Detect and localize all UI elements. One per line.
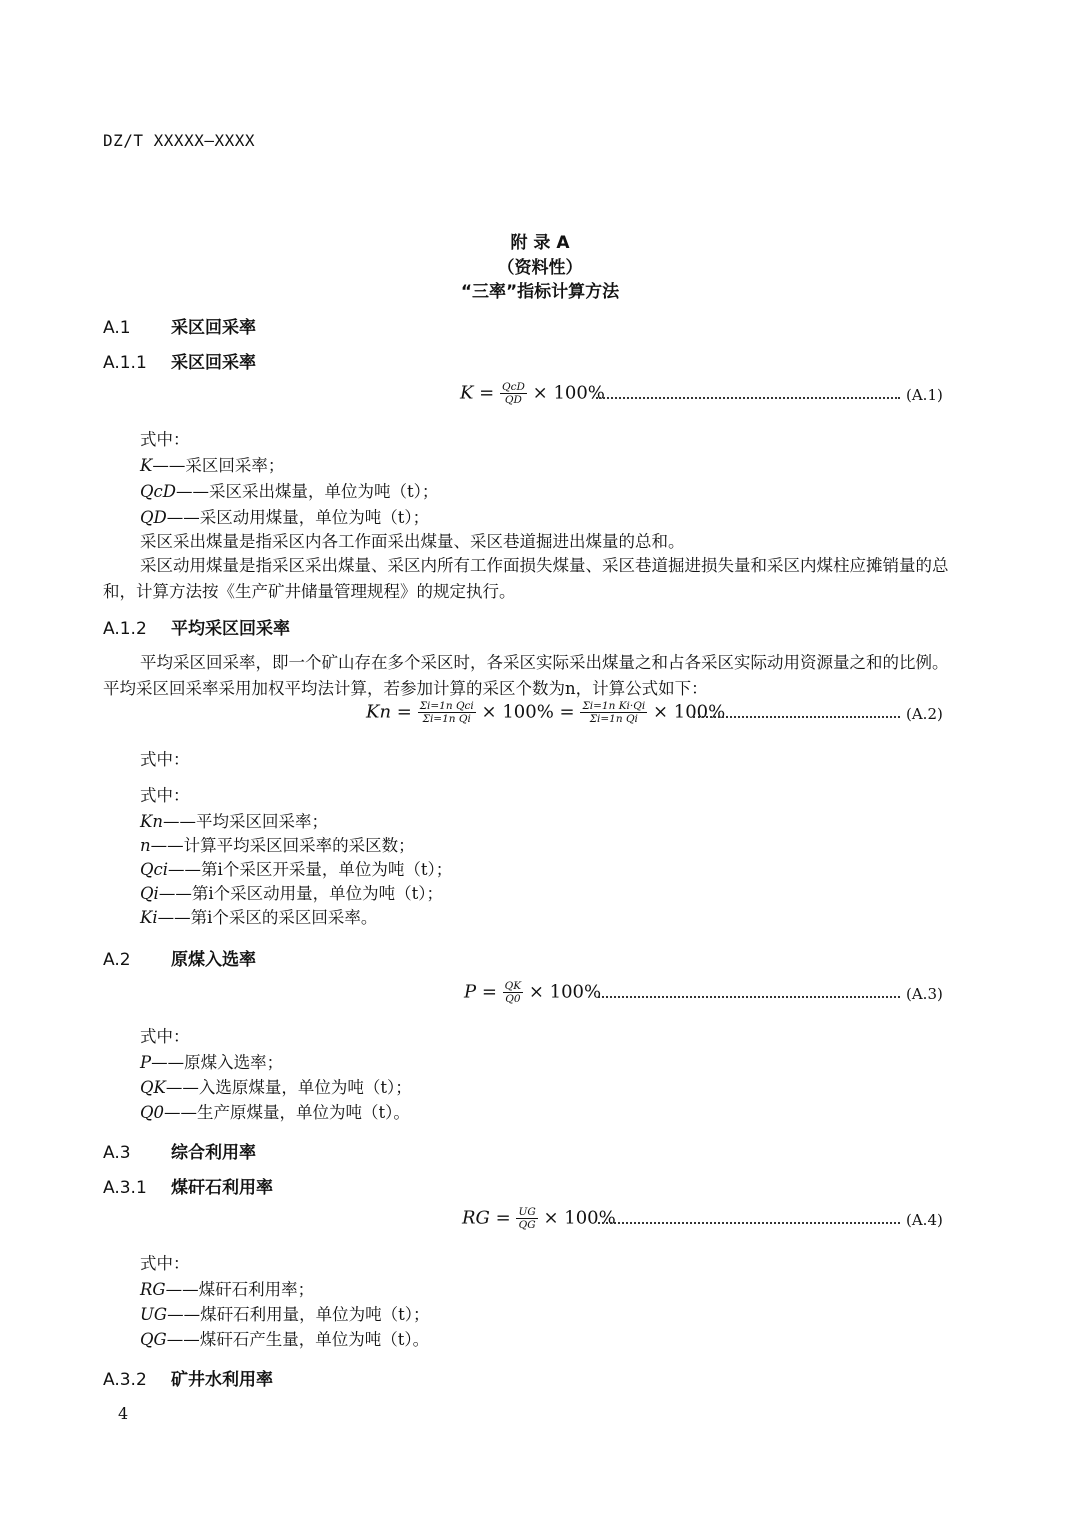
dot-leader bbox=[596, 397, 900, 399]
section-title: 平均采区回采率 bbox=[171, 619, 290, 639]
variable-definition bbox=[140, 809, 328, 835]
formula-lhs: RG = bbox=[462, 1207, 517, 1229]
formula-lhs: K = bbox=[460, 382, 500, 404]
variable-definition bbox=[140, 453, 284, 479]
section-number: A.3.1 bbox=[103, 1178, 147, 1198]
formula-rhs: × 100% bbox=[532, 382, 605, 404]
variable-description: ——第i个采区动用量，单位为吨（t）； bbox=[158, 884, 443, 903]
denominator: Σi=1n Qi bbox=[589, 713, 638, 725]
equation-number: (A.3) bbox=[906, 985, 943, 1003]
where-label: 式中： bbox=[140, 1027, 190, 1046]
variable-description: ——原煤入选率； bbox=[151, 1053, 284, 1072]
equation-number: (A.4) bbox=[906, 1211, 943, 1229]
fraction bbox=[503, 980, 523, 1005]
section-title: 原煤入选率 bbox=[171, 950, 256, 970]
formula-a3 bbox=[464, 980, 601, 1005]
section-title: 采区回采率 bbox=[171, 353, 256, 373]
variable-symbol: UG bbox=[140, 1305, 168, 1324]
section-number: A.3.2 bbox=[103, 1370, 147, 1390]
appendix-heading: “三率”指标计算方法 bbox=[460, 282, 620, 302]
variable-definition bbox=[140, 505, 429, 531]
section-a3-heading bbox=[103, 1138, 256, 1163]
variable-definition bbox=[140, 1327, 429, 1353]
section-a12-heading bbox=[103, 614, 290, 639]
formula-a2 bbox=[366, 700, 725, 725]
section-number: A.2 bbox=[103, 950, 131, 970]
formula-rhs: × 100% bbox=[528, 981, 602, 1003]
variable-symbol: Q0 bbox=[140, 1103, 165, 1122]
section-title: 综合利用率 bbox=[171, 1143, 256, 1163]
variable-description: ——采区采出煤量，单位为吨（t）； bbox=[176, 482, 439, 501]
section-a32-heading bbox=[103, 1365, 273, 1390]
section-a2-heading bbox=[103, 945, 256, 970]
variable-description: ——煤矸石利用量，单位为吨（t）； bbox=[167, 1305, 430, 1324]
fraction bbox=[418, 700, 476, 725]
denominator: QD bbox=[504, 394, 522, 406]
dot-leader bbox=[693, 716, 900, 718]
numerator: QcD bbox=[501, 381, 525, 393]
fraction bbox=[516, 1206, 537, 1231]
section-title: 煤矸石利用率 bbox=[171, 1178, 273, 1198]
variable-definition bbox=[140, 857, 452, 883]
paragraph: 采区动用煤量是指采区采出煤量、采区内所有工作面损失煤量、采区巷道掘进损失量和采区内煤柱应摊销量的总和，计算方法按《生产矿井储量管理规程》的规定执行。 bbox=[103, 556, 949, 601]
dot-leader bbox=[598, 1222, 900, 1224]
formula-rhs: × 100% bbox=[652, 701, 726, 723]
variable-symbol: n bbox=[140, 836, 151, 855]
variable-definition bbox=[140, 1302, 429, 1328]
variable-description: ——煤矸石产生量，单位为吨（t）。 bbox=[166, 1330, 430, 1349]
variable-definition bbox=[140, 881, 443, 907]
variable-symbol: Ki bbox=[140, 908, 158, 927]
variable-description: ——生产原煤量，单位为吨（t）。 bbox=[164, 1103, 410, 1122]
section-number: A.1.2 bbox=[103, 619, 147, 639]
formula-lhs: P = bbox=[464, 981, 503, 1003]
section-a31-heading bbox=[103, 1173, 273, 1198]
variable-definition bbox=[140, 479, 438, 505]
page-number: 4 bbox=[118, 1404, 129, 1423]
formula-middle: × 100% = bbox=[481, 701, 581, 723]
where-label: 式中： bbox=[140, 430, 190, 449]
numerator: Σi=1n Qci bbox=[419, 700, 474, 712]
variable-symbol: QD bbox=[140, 508, 167, 527]
denominator: QG bbox=[518, 1219, 536, 1231]
equation-number: (A.2) bbox=[906, 705, 943, 723]
document-code: DZ/T XXXXX—XXXX bbox=[103, 131, 255, 150]
variable-definition bbox=[140, 1277, 314, 1303]
variable-definition bbox=[140, 1100, 410, 1126]
variable-symbol: QcD bbox=[140, 482, 176, 501]
variable-symbol: K bbox=[140, 456, 153, 475]
fraction bbox=[500, 381, 527, 406]
variable-description: ——计算平均采区回采率的采区数； bbox=[150, 836, 415, 855]
variable-symbol: RG bbox=[140, 1280, 166, 1299]
section-number: A.1.1 bbox=[103, 353, 147, 373]
variable-description: ——第i个采区的采区回采率。 bbox=[157, 908, 378, 927]
section-number: A.1 bbox=[103, 318, 131, 338]
section-a1-heading bbox=[103, 313, 256, 338]
appendix-subtitle: （资料性） bbox=[497, 258, 583, 278]
variable-description: ——平均采区回采率； bbox=[162, 812, 328, 831]
formula-a4 bbox=[462, 1206, 616, 1231]
equation-number: (A.1) bbox=[906, 386, 943, 404]
variable-symbol: P bbox=[140, 1053, 152, 1072]
numerator: Σi=1n Ki·Qi bbox=[582, 700, 646, 712]
variable-description: ——第i个采区开采量，单位为吨（t）； bbox=[168, 860, 453, 879]
variable-symbol: Qci bbox=[140, 860, 169, 879]
variable-definition bbox=[140, 1050, 283, 1076]
variable-definition bbox=[140, 833, 415, 859]
paragraph: 平均采区回采率，即一个矿山存在多个采区时，各采区实际采出煤量之和占各采区实际动用资源量之和的比例。平均采区回采率采用加权平均法计算，若参加计算的采区个数为n，计算公式如下： bbox=[103, 653, 949, 698]
variable-symbol: QG bbox=[140, 1330, 167, 1349]
variable-definition bbox=[140, 1075, 412, 1101]
denominator: Q0 bbox=[505, 993, 521, 1005]
variable-description: ——采区动用煤量，单位为吨（t）； bbox=[166, 508, 430, 527]
variable-symbol: QK bbox=[140, 1078, 166, 1097]
section-a11-heading bbox=[103, 348, 256, 373]
variable-description: ——入选原煤量，单位为吨（t）； bbox=[165, 1078, 412, 1097]
variable-description: ——煤矸石利用率； bbox=[165, 1280, 315, 1299]
formula-lhs: Kn = bbox=[366, 701, 418, 723]
paragraph: 采区采出煤量是指采区内各工作面采出煤量、采区巷道掘进出煤量的总和。 bbox=[140, 532, 685, 551]
dot-leader bbox=[598, 996, 900, 998]
formula-rhs: × 100% bbox=[543, 1207, 616, 1229]
formula-a1 bbox=[460, 381, 605, 406]
where-label: 式中： bbox=[140, 1254, 190, 1273]
numerator: QK bbox=[504, 980, 522, 992]
where-label: 式中： bbox=[140, 750, 190, 769]
variable-definition bbox=[140, 905, 377, 931]
denominator: Σi=1n Qi bbox=[422, 713, 471, 725]
variable-symbol: Qi bbox=[140, 884, 159, 903]
fraction bbox=[580, 700, 647, 725]
section-title: 矿井水利用率 bbox=[171, 1370, 273, 1390]
appendix-title: 附 录 A bbox=[510, 233, 570, 253]
where-label: 式中： bbox=[140, 786, 190, 805]
section-title: 采区回采率 bbox=[171, 318, 256, 338]
variable-symbol: Kn bbox=[140, 812, 163, 831]
section-number: A.3 bbox=[103, 1143, 131, 1163]
variable-description: ——采区回采率； bbox=[152, 456, 285, 475]
numerator: UG bbox=[518, 1206, 536, 1218]
